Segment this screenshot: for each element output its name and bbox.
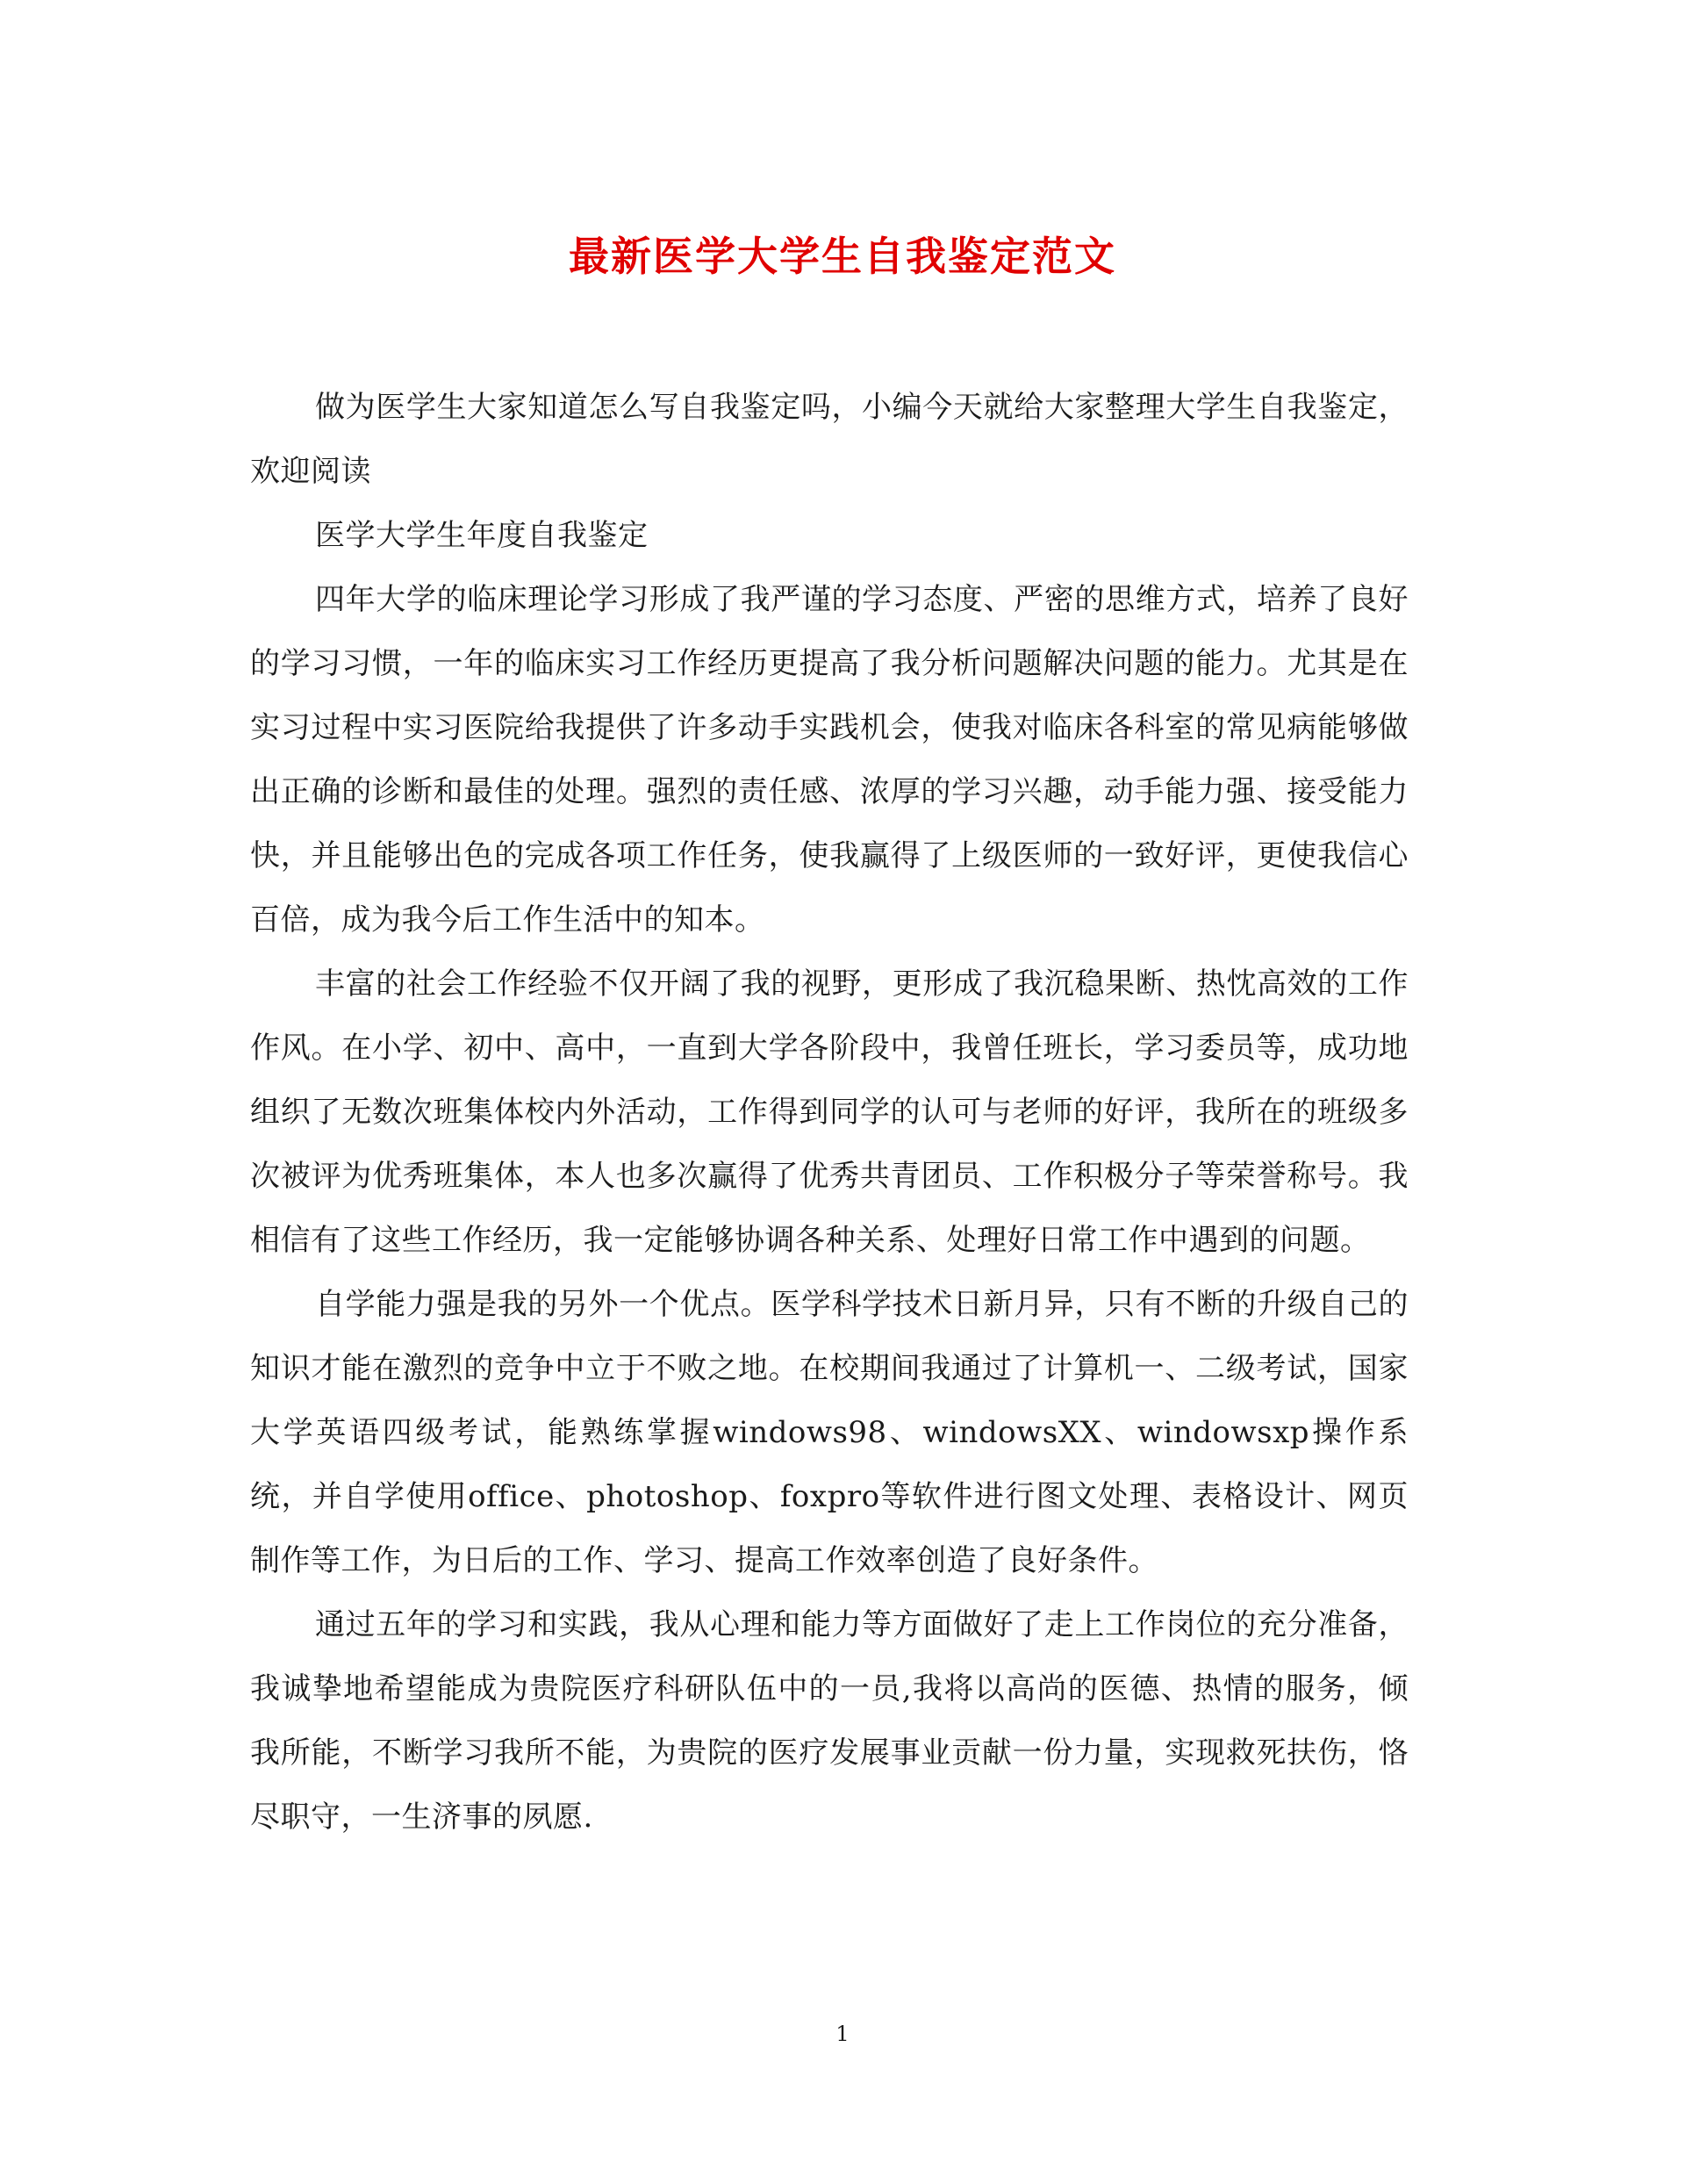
document-body <box>250 376 1409 1850</box>
body-paragraph-social-work: 丰富的社会工作经验不仅开阔了我的视野，更形成了我沉稳果断、热忱高效的工作作风。在小学、初中、高中，一直到大学各阶段中，我曾任班长，学习委员等，成功地组织了无数次班集体校内外活动，工作得到同学的认可与老师的好评，我所在的班级多次被评为优秀班集体，本人也多次赢得了优秀共青团员、工作积极分子等荣誉称号。我相信有了这些工作经历，我一定能够协调各种关系、处理好日常工作中遇到的问题。 <box>250 966 1409 1258</box>
section-heading: 医学大学生年度自我鉴定 <box>315 518 649 553</box>
body-paragraph-conclusion: 通过五年的学习和实践，我从心理和能力等方面做好了走上工作岗位的充分准备，我诚挚地希望能成为贵院医疗科研队伍中的一员,我将以高尚的医德、热情的服务，倾我所能，不断学习我所不能，为贵院的医疗发展事业贡献一份力量，实现救死扶伤，恪尽职守，一生济事的夙愿. <box>250 1607 1409 1835</box>
body-paragraph-self-learning: 自学能力强是我的另外一个优点。医学科学技术日新月异，只有不断的升级自己的知识才能在激烈的竞争中立于不败之地。在校期间我通过了计算机一、二级考试，国家大学英语四级考试，能熟练掌握windows98、windowsXX、windowsxp操作系统，并自学使用office、photoshop、foxpro等软件进行图文处理、表格设计、网页制作等工作，为日后的工作、学习、提高工作效率创造了良好条件。 <box>250 1287 1409 1578</box>
intro-paragraph: 做为医学生大家知道怎么写自我鉴定吗，小编今天就给大家整理大学生自我鉴定，欢迎阅读 <box>250 390 1409 489</box>
document-title: 最新医学大学生自我鉴定范文 <box>569 233 1116 280</box>
page-number: 1 <box>835 2022 850 2046</box>
body-paragraph-study: 四年大学的临床理论学习形成了我严谨的学习态度、严密的思维方式，培养了良好的学习习惯，一年的临床实习工作经历更提高了我分析问题解决问题的能力。尤其是在实习过程中实习医院给我提供了许多动手实践机会，使我对临床各科室的常见病能够做出正确的诊断和最佳的处理。强烈的责任感、浓厚的学习兴趣，动手能力强、接受能力快，并且能够出色的完成各项工作任务，使我赢得了上级医师的一致好评，更使我信心百倍，成为我今后工作生活中的知本。 <box>250 582 1409 938</box>
